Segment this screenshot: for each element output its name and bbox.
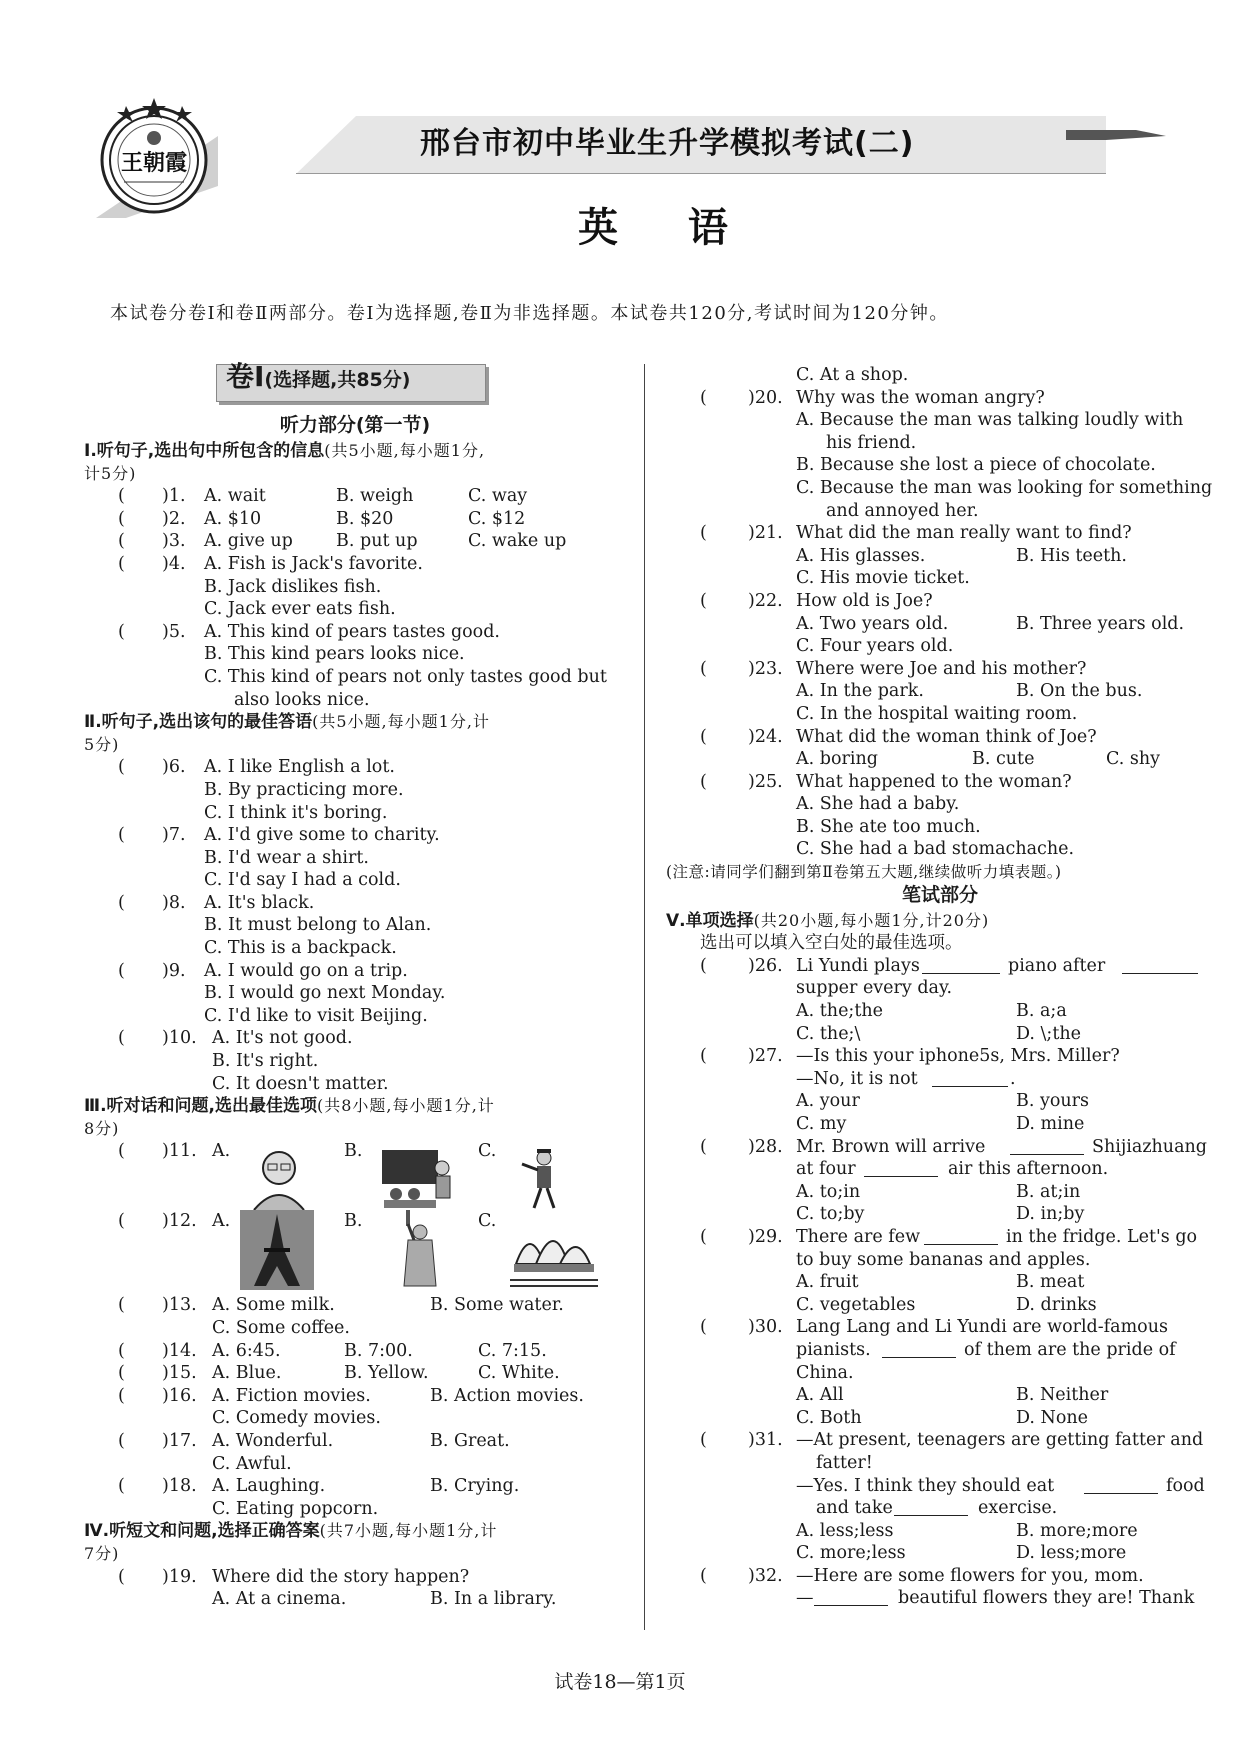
question-row: ( )9. A. I would go on a trip. xyxy=(118,960,408,981)
question-row: ( )20. Why was the woman angry? xyxy=(700,387,1045,408)
part-heading: Ⅰ.听句子,选出句中所包含的信息(共5小题,每小题1分, xyxy=(84,441,486,461)
question-row: ( )23. Where were Joe and his mother? xyxy=(700,658,1087,679)
question-row: ( )5. A. This kind of pears tastes good. xyxy=(118,621,500,642)
svg-text:王朝霞: 王朝霞 xyxy=(120,150,188,176)
exam-title: 邢台市初中毕业生升学模拟考试(二) xyxy=(420,126,915,161)
sydney-opera-house-picture xyxy=(510,1214,598,1290)
statue-of-liberty-picture xyxy=(380,1210,450,1290)
section-banner xyxy=(216,360,486,402)
question-row: ( )15. A. Blue. B. Yellow. C. White. xyxy=(118,1363,560,1384)
question-row: ( )4. A. Fish is Jack's favorite. xyxy=(118,553,423,574)
listening-title: 听力部分(第一节) xyxy=(279,414,431,436)
question-row: ( )3. A. give up B. put up C. wake up xyxy=(118,531,567,552)
policeman-picture xyxy=(508,1144,578,1210)
question-row: ( )21. What did the man really want to find? xyxy=(700,523,1132,544)
question-row: ( )25. What happened to the woman? xyxy=(700,771,1072,792)
teacher-at-blackboard-picture xyxy=(380,1144,458,1210)
question-row: ( )24. What did the woman think of Joe? xyxy=(700,726,1097,747)
question-row: ( )29. There are few in the fridge. Let's go xyxy=(700,1226,1198,1247)
subject-title: 英 语 xyxy=(578,205,756,251)
question-row: ( )22. How old is Joe? xyxy=(700,590,933,611)
question-row: ( )13. A. Some milk. B. Some water. xyxy=(118,1295,564,1316)
left-column: 卷Ⅰ(选择题,共85分) 听力部分(第一节) Ⅰ.听句子,选出句中所包含的信息(共5小题,每小题1分, 计5分) ( )1. A. wait B. weigh C. way ( )2. A. $10 B. $20 C. $12 ( )3. A. give up B. put up C. wake up ( )4. A. Fish is Jack's favorite. B. Jack dislikes fish. C. Jack ever eats fish. ( )5. A. This kind of pears tastes good. B. This kind pears looks nice. C. This kind of pears not only tastes good but also looks nice. Ⅱ.听句子,选出该句的最佳答语(共5小题,每小题1分,计 5分) ( )6. A. I like English a lot. B. By practicing more. C. I think it's boring. ( )7. A. I'd give some to charity. B. I'd wear a shirt. C. I'd say I had a cold. ( )8. A. It's black. B. It must belong to Alan. C. This is a backpack. ( )9. A. I would go on a trip. B. I would go next Monday. C. I'd like to visit Beijing. ( )10. A. It's not good. B. It's right. C. It doesn't matter. Ⅲ.听对话和问题,选出最佳选项(共8小题,每小题1分,计 8分) ( )11. A. B. C. ( )12. A. B. C. ( )13. A. Some milk. B. Some water. C. Some coffee. ( )14. A. 6:45. B. 7:00. C. 7:15. ( )15. A. Blue. B. Yellow. C. White. ( )16. A. Fiction movies. B. Action movies. C. Comedy movies. ( )17. A. Wonderful. B. Great. C. Awful. ( )18. A. Laughing. B. Crying. C. Eating popcorn. Ⅳ.听短文和问题,选择正确答案(共7小题,每小题1分,计 7分) ( )19. Where did the story happen? A. At a cinema. B. In a library. xyxy=(84,364,626,1611)
question-row: ( )8. A. It's black. xyxy=(118,892,315,913)
question-row: ( )14. A. 6:45. B. 7:00. C. 7:15. xyxy=(118,1340,547,1361)
question-row: ( )1. A. wait B. weigh C. way xyxy=(118,486,528,507)
question-row: ( )28. Mr. Brown will arrive Shijiazhuang xyxy=(700,1136,1207,1157)
question-row: ( )7. A. I'd give some to charity. xyxy=(118,825,440,846)
right-column: C. At a shop. ( )20. Why was the woman angry? A. Because the man was talking loudly with his friend. B. Because she lost a piece of chocolate. C. Because the man was looking for something and annoyed her. ( )21. What did the man really want to find? A. His glasses. B. His teeth. C. His movie ticket. ( )22. How old is Joe? A. Two years old. B. Three years old. C. Four years old. ( )23. Where were Joe and his mother? A. In the park. B. On the bus. C. In the hospital waiting room. ( )24. What did the woman think of Joe? A. boring B. cute C. shy ( )25. What happened to the woman? A. She had a baby. B. She ate too much. C. She had a bad stomachache. (注意:请同学们翻到第Ⅱ卷第五大题,继续做听力填表题。) 笔试部分 Ⅴ.单项选择(共20小题,每小题1分,计20分) 选出可以填入空白处的最佳选项。 ( )26. Li Yundi plays piano after supper every day. A. the;the B. a;a C. the;\ D. \;the ( )27. —Is this your iphone5s, Mrs. Miller? —No, it is not . A. your B. yours C. my D. mine ( )28. Mr. Brown will arrive Shijiazhuang at four air this afternoon. A. to;in B. at;in C. to;by D. in;by ( )29. There are few in the fridge. Let's go to buy some bananas and apples. A. fruit B. meat C. vegetables D. drinks ( )30. Lang Lang and Li Yundi are world-famous pianists. of them are the pride of China. A. All B. Neither C. Both D. None ( )31. —At present, teenagers are getting fatter and fatter! —Yes. I think they should eat food and take exercise. A. less;less B. more;more C. more;less D. less;more ( )32. —Here are some flowers for you, mom. — beautiful flowers they are! Thank xyxy=(666,365,1213,1609)
question-row: ( )30. Lang Lang and Li Yundi are world-famous xyxy=(700,1317,1168,1338)
question-row: ( )2. A. $10 B. $20 C. $12 xyxy=(118,508,526,529)
part-heading: Ⅱ.听句子,选出该句的最佳答语(共5小题,每小题1分,计 xyxy=(84,712,490,733)
part-heading: Ⅲ.听对话和问题,选出最佳选项(共8小题,每小题1分,计 xyxy=(84,1096,495,1117)
instruction: 选出可以填入空白处的最佳选项。 xyxy=(700,933,963,954)
publisher-logo xyxy=(96,96,218,218)
question-row: ( )18. A. Laughing. B. Crying. xyxy=(118,1476,520,1497)
part-heading: Ⅳ.听短文和问题,选择正确答案(共7小题,每小题1分,计 xyxy=(84,1521,498,1542)
part-heading: Ⅴ.单项选择(共20小题,每小题1分,计20分) xyxy=(666,910,990,931)
question-row: ( )26. Li Yundi plays piano after xyxy=(666,955,1214,978)
page-footer: 试卷18—第1页 xyxy=(554,1671,686,1693)
question-row: ( )16. A. Fiction movies. B. Action movies. xyxy=(118,1385,584,1406)
picture-question-row: ( )12. A. B. C. xyxy=(84,1210,626,1294)
question-row: ( )32. —Here are some flowers for you, mom. xyxy=(700,1565,1144,1586)
column-divider xyxy=(644,364,645,1630)
picture-question-row: ( )11. A. B. C. xyxy=(84,1140,626,1210)
question-row: ( )17. A. Wonderful. B. Great. xyxy=(118,1430,510,1451)
question-row: ( )31. —At present, teenagers are getting fatter and xyxy=(700,1430,1204,1451)
written-title: 笔试部分 xyxy=(901,883,978,906)
question-row: ( )19. Where did the story happen? xyxy=(118,1566,470,1587)
exam-intro: 本试卷分卷Ⅰ和卷Ⅱ两部分。卷Ⅰ为选择题,卷Ⅱ为非选择题。本试卷共120分,考试时间为120分钟。 xyxy=(110,303,949,324)
banner-subtitle: (选择题,共85分) xyxy=(264,369,411,391)
listening-note: (注意:请同学们翻到第Ⅱ卷第五大题,继续做听力填表题。) xyxy=(666,863,1062,882)
question-row: ( )6. A. I like English a lot. xyxy=(118,757,395,778)
man-with-glasses-picture xyxy=(244,1144,314,1210)
question-row: ( )27. —Is this your iphone5s, Mrs. Miller? xyxy=(700,1046,1120,1067)
eiffel-tower-picture xyxy=(240,1210,314,1290)
banner-title: 卷Ⅰ xyxy=(226,360,265,393)
question-row: ( )10. A. It's not good. xyxy=(118,1028,353,1049)
